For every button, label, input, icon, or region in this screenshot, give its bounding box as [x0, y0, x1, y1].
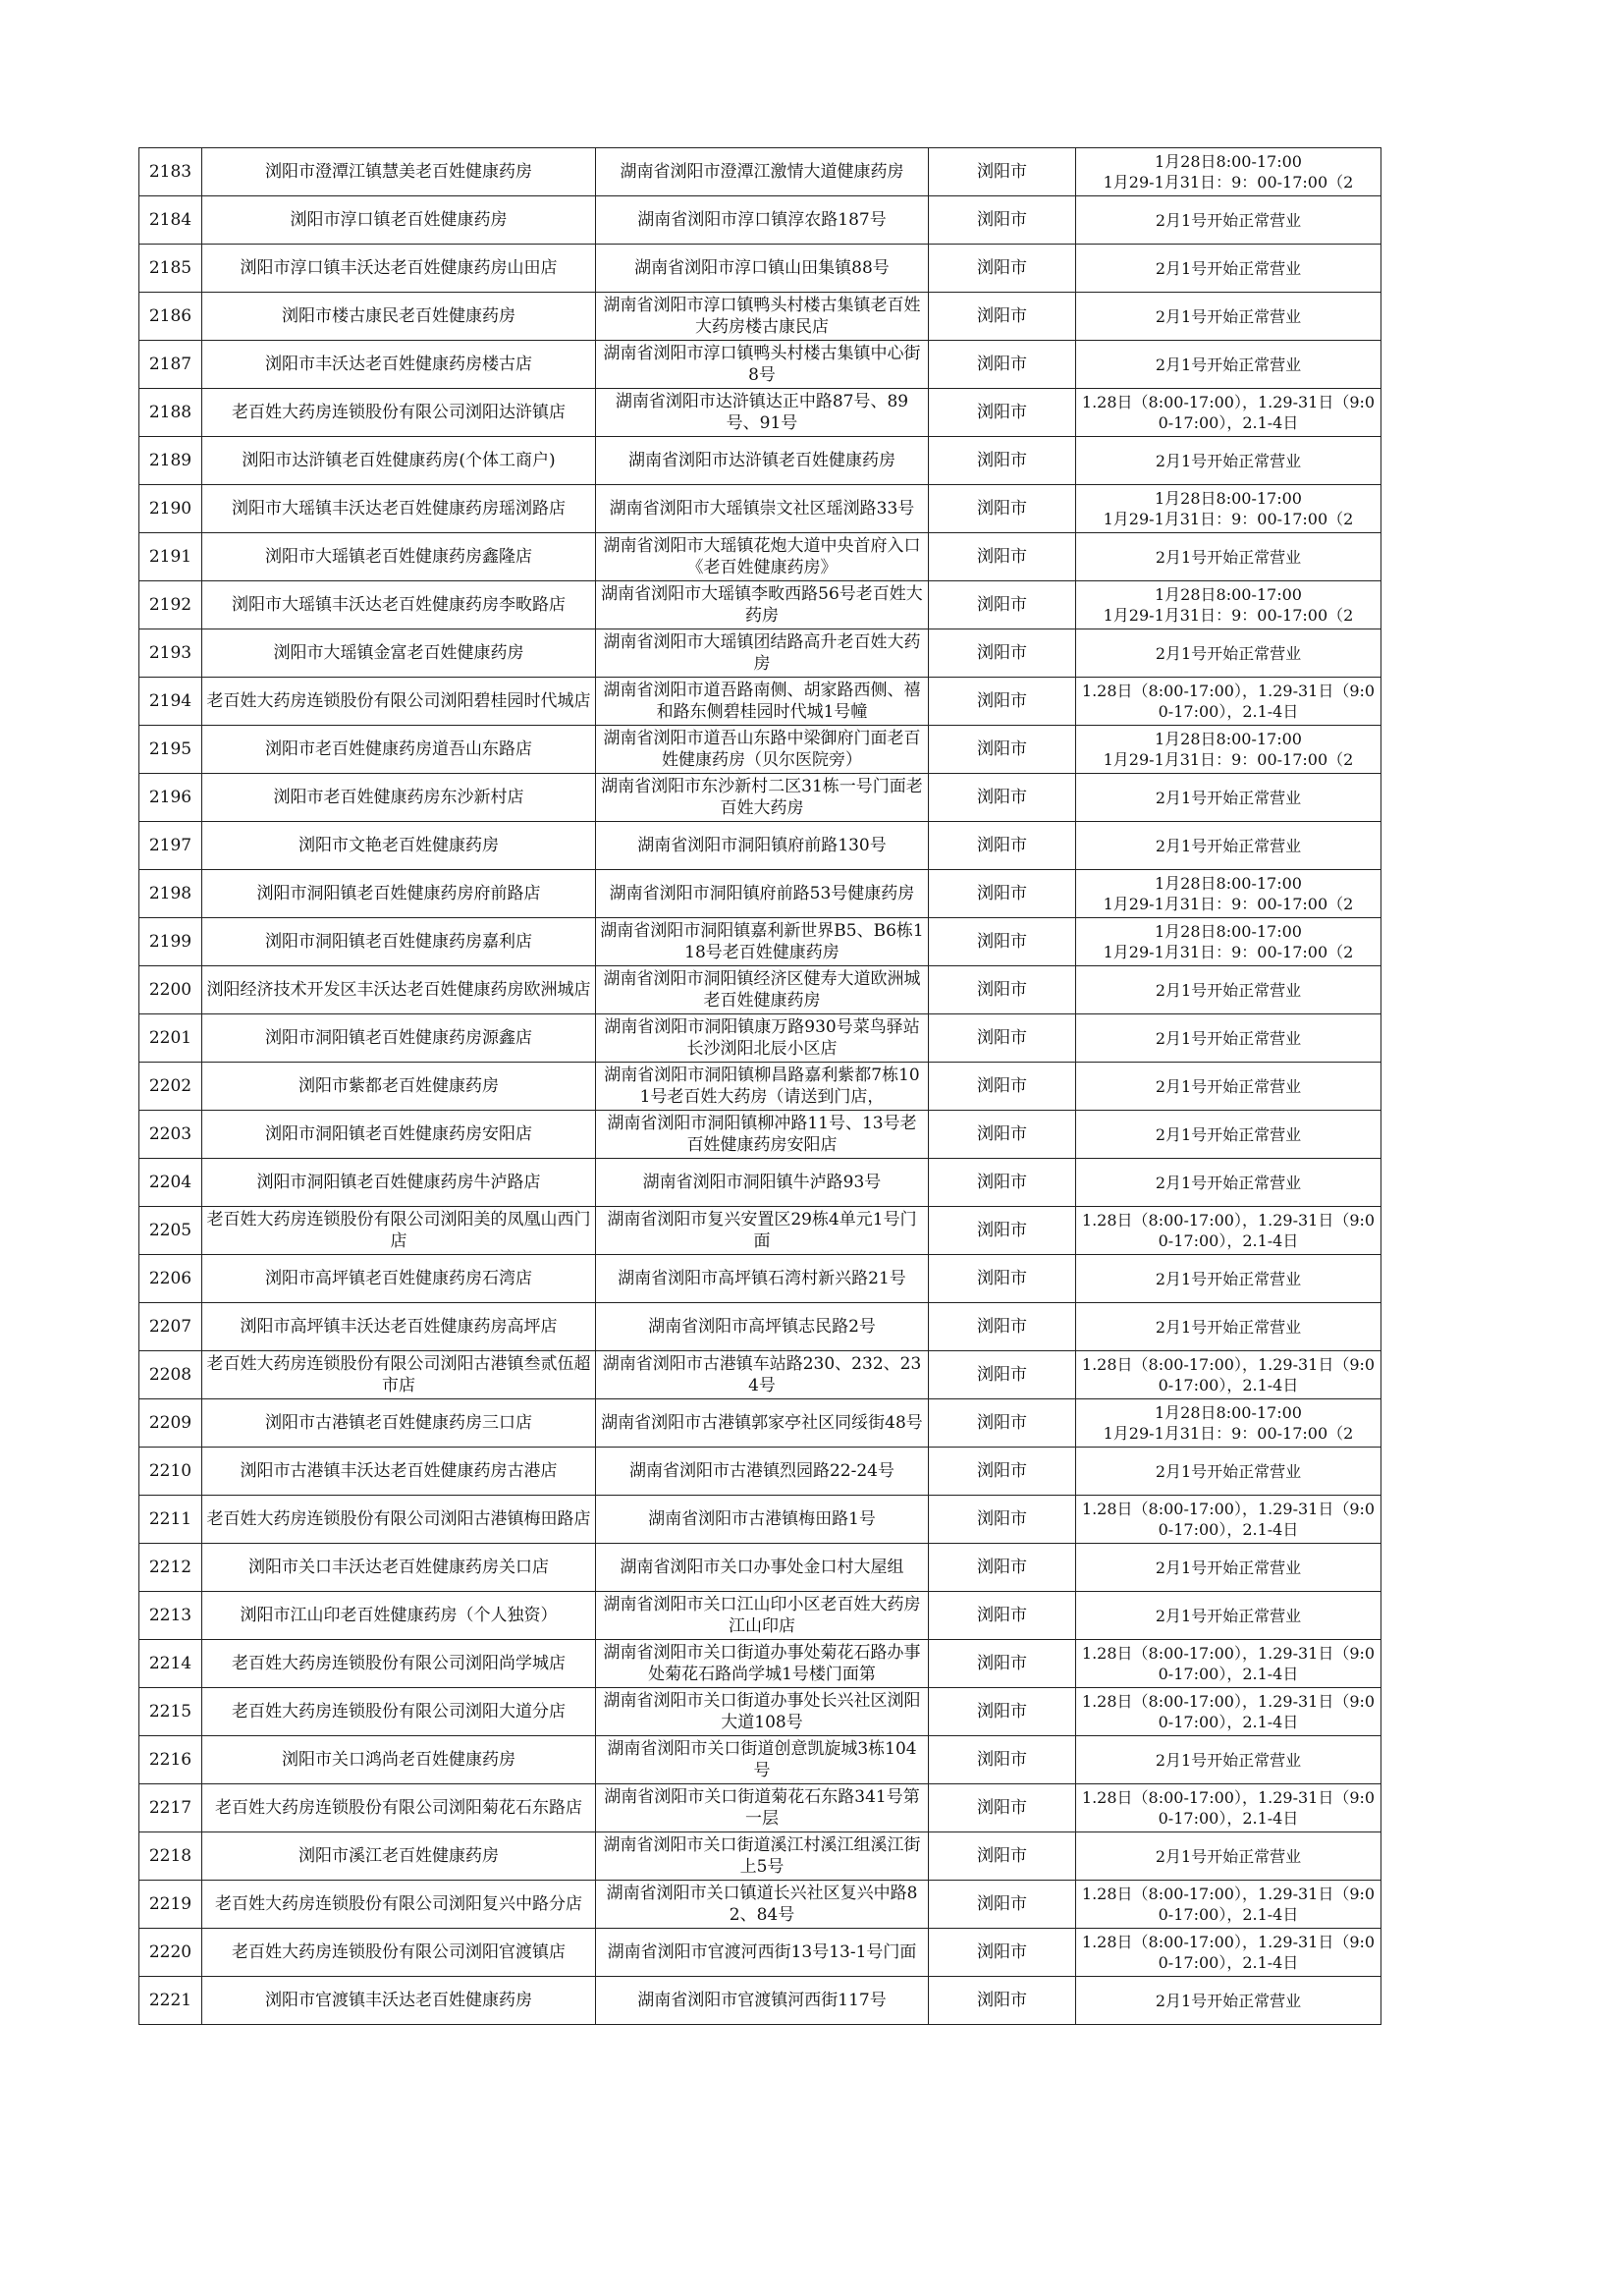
hours-cell: 2月1号开始正常营业: [1076, 774, 1381, 822]
hours-cell: 1月28日8:00-17:00 1月29-1月31日：9：00-17:00（2: [1076, 1399, 1381, 1448]
table-row: [139, 581, 1381, 629]
city-cell: 浏阳市: [929, 1736, 1076, 1784]
store-name-cell: 浏阳市淳口镇老百姓健康药房: [202, 196, 596, 245]
hours-cell: 2月1号开始正常营业: [1076, 437, 1381, 485]
hours-cell: 1月28日8:00-17:00 1月29-1月31日：9：00-17:00（2: [1076, 148, 1381, 196]
store-name-cell: 浏阳市大瑶镇金富老百姓健康药房: [202, 629, 596, 678]
city-cell: 浏阳市: [929, 148, 1076, 196]
row-number-cell: 2218: [139, 1832, 202, 1881]
address-cell: 湖南省浏阳市大瑶镇花炮大道中央首府入口《老百姓健康药房》: [596, 533, 929, 581]
row-number-cell: 2202: [139, 1063, 202, 1111]
address-cell: 湖南省浏阳市道吾山东路中梁御府门面老百姓健康药房（贝尔医院旁）: [596, 726, 929, 774]
address-cell: 湖南省浏阳市古港镇车站路230、232、234号: [596, 1351, 929, 1399]
hours-cell: 1.28日（8:00-17:00），1.29-31日（9:00-17:00），2.1-4日: [1076, 1929, 1381, 1977]
row-number-cell: 2199: [139, 918, 202, 966]
store-name-cell: 老百姓大药房连锁股份有限公司浏阳复兴中路分店: [202, 1881, 596, 1929]
row-number-cell: 2213: [139, 1592, 202, 1640]
hours-cell: 2月1号开始正常营业: [1076, 1063, 1381, 1111]
row-number-cell: 2192: [139, 581, 202, 629]
store-name-cell: 浏阳经济技术开发区丰沃达老百姓健康药房欧洲城店: [202, 966, 596, 1014]
address-cell: 湖南省浏阳市淳口镇山田集镇88号: [596, 245, 929, 293]
address-cell: 湖南省浏阳市洞阳镇府前路130号: [596, 822, 929, 870]
row-number-cell: 2187: [139, 341, 202, 389]
store-name-cell: 浏阳市官渡镇丰沃达老百姓健康药房: [202, 1977, 596, 2025]
hours-cell: 1.28日（8:00-17:00），1.29-31日（9:00-17:00），2.1-4日: [1076, 678, 1381, 726]
city-cell: 浏阳市: [929, 1111, 1076, 1159]
address-cell: 湖南省浏阳市道吾路南侧、胡家路西侧、禧和路东侧碧桂园时代城1号幢: [596, 678, 929, 726]
hours-cell: 2月1号开始正常营业: [1076, 1448, 1381, 1496]
city-cell: 浏阳市: [929, 1544, 1076, 1592]
address-cell: 湖南省浏阳市大瑶镇崇文社区瑶浏路33号: [596, 485, 929, 533]
table-row: [139, 293, 1381, 341]
store-name-cell: 老百姓大药房连锁股份有限公司浏阳达浒镇店: [202, 389, 596, 437]
hours-cell: 2月1号开始正常营业: [1076, 533, 1381, 581]
pharmacy-table: [138, 147, 1381, 2025]
city-cell: 浏阳市: [929, 581, 1076, 629]
row-number-cell: 2194: [139, 678, 202, 726]
hours-cell: 2月1号开始正常营业: [1076, 1592, 1381, 1640]
store-name-cell: 浏阳市楼古康民老百姓健康药房: [202, 293, 596, 341]
address-cell: 湖南省浏阳市大瑶镇团结路高升老百姓大药房: [596, 629, 929, 678]
hours-cell: 1月28日8:00-17:00 1月29-1月31日：9：00-17:00（2: [1076, 870, 1381, 918]
hours-cell: 1月28日8:00-17:00 1月29-1月31日：9：00-17:00（2: [1076, 726, 1381, 774]
city-cell: 浏阳市: [929, 966, 1076, 1014]
row-number-cell: 2217: [139, 1784, 202, 1832]
table-row: [139, 1544, 1381, 1592]
table-row: [139, 966, 1381, 1014]
table-row: [139, 726, 1381, 774]
address-cell: 湖南省浏阳市关口街道溪江村溪江组溪江街上5号: [596, 1832, 929, 1881]
address-cell: 湖南省浏阳市古港镇烈园路22-24号: [596, 1448, 929, 1496]
city-cell: 浏阳市: [929, 1929, 1076, 1977]
row-number-cell: 2197: [139, 822, 202, 870]
hours-cell: 1.28日（8:00-17:00），1.29-31日（9:00-17:00），2.1-4日: [1076, 1688, 1381, 1736]
store-name-cell: 老百姓大药房连锁股份有限公司浏阳官渡镇店: [202, 1929, 596, 1977]
store-name-cell: 浏阳市大瑶镇老百姓健康药房鑫隆店: [202, 533, 596, 581]
store-name-cell: 浏阳市洞阳镇老百姓健康药房安阳店: [202, 1111, 596, 1159]
address-cell: 湖南省浏阳市淳口镇鸭头村楼古集镇中心街8号: [596, 341, 929, 389]
row-number-cell: 2215: [139, 1688, 202, 1736]
store-name-cell: 老百姓大药房连锁股份有限公司浏阳美的凤凰山西门店: [202, 1207, 596, 1255]
table-row: [139, 1832, 1381, 1881]
store-name-cell: 老百姓大药房连锁股份有限公司浏阳菊花石东路店: [202, 1784, 596, 1832]
address-cell: 湖南省浏阳市洞阳镇柳冲路11号、13号老百姓健康药房安阳店: [596, 1111, 929, 1159]
row-number-cell: 2216: [139, 1736, 202, 1784]
table-row: [139, 533, 1381, 581]
city-cell: 浏阳市: [929, 1063, 1076, 1111]
row-number-cell: 2209: [139, 1399, 202, 1448]
city-cell: 浏阳市: [929, 245, 1076, 293]
hours-cell: 2月1号开始正常营业: [1076, 293, 1381, 341]
row-number-cell: 2189: [139, 437, 202, 485]
address-cell: 湖南省浏阳市关口街道办事处长兴社区浏阳大道108号: [596, 1688, 929, 1736]
table-row: [139, 1399, 1381, 1448]
hours-cell: 1月28日8:00-17:00 1月29-1月31日：9：00-17:00（2: [1076, 485, 1381, 533]
hours-cell: 1.28日（8:00-17:00），1.29-31日（9:00-17:00），2.1-4日: [1076, 1496, 1381, 1544]
address-cell: 湖南省浏阳市洞阳镇康万路930号菜鸟驿站长沙浏阳北辰小区店: [596, 1014, 929, 1063]
row-number-cell: 2214: [139, 1640, 202, 1688]
address-cell: 湖南省浏阳市关口镇道长兴社区复兴中路82、84号: [596, 1881, 929, 1929]
table-row: [139, 1111, 1381, 1159]
hours-cell: 2月1号开始正常营业: [1076, 1255, 1381, 1303]
hours-cell: 1月28日8:00-17:00 1月29-1月31日：9：00-17:00（2: [1076, 581, 1381, 629]
row-number-cell: 2210: [139, 1448, 202, 1496]
store-name-cell: 浏阳市大瑶镇丰沃达老百姓健康药房瑶浏路店: [202, 485, 596, 533]
table-row: [139, 1351, 1381, 1399]
table-row: [139, 678, 1381, 726]
row-number-cell: 2220: [139, 1929, 202, 1977]
table-row: [139, 1929, 1381, 1977]
row-number-cell: 2204: [139, 1159, 202, 1207]
store-name-cell: 浏阳市老百姓健康药房道吾山东路店: [202, 726, 596, 774]
store-name-cell: 浏阳市达浒镇老百姓健康药房(个体工商户): [202, 437, 596, 485]
city-cell: 浏阳市: [929, 389, 1076, 437]
city-cell: 浏阳市: [929, 918, 1076, 966]
store-name-cell: 浏阳市古港镇老百姓健康药房三口店: [202, 1399, 596, 1448]
store-name-cell: 老百姓大药房连锁股份有限公司浏阳尚学城店: [202, 1640, 596, 1688]
table-row: [139, 485, 1381, 533]
store-name-cell: 浏阳市老百姓健康药房东沙新村店: [202, 774, 596, 822]
table-row: [139, 1881, 1381, 1929]
row-number-cell: 2221: [139, 1977, 202, 2025]
city-cell: 浏阳市: [929, 1784, 1076, 1832]
city-cell: 浏阳市: [929, 1832, 1076, 1881]
row-number-cell: 2200: [139, 966, 202, 1014]
city-cell: 浏阳市: [929, 1640, 1076, 1688]
hours-cell: 1.28日（8:00-17:00），1.29-31日（9:00-17:00），2.1-4日: [1076, 1207, 1381, 1255]
hours-cell: 2月1号开始正常营业: [1076, 1014, 1381, 1063]
store-name-cell: 老百姓大药房连锁股份有限公司浏阳碧桂园时代城店: [202, 678, 596, 726]
address-cell: 湖南省浏阳市官渡镇河西街117号: [596, 1977, 929, 2025]
city-cell: 浏阳市: [929, 1207, 1076, 1255]
row-number-cell: 2186: [139, 293, 202, 341]
row-number-cell: 2185: [139, 245, 202, 293]
store-name-cell: 浏阳市紫都老百姓健康药房: [202, 1063, 596, 1111]
row-number-cell: 2205: [139, 1207, 202, 1255]
store-name-cell: 浏阳市关口丰沃达老百姓健康药房关口店: [202, 1544, 596, 1592]
address-cell: 湖南省浏阳市官渡河西街13号13-1号门面: [596, 1929, 929, 1977]
row-number-cell: 2188: [139, 389, 202, 437]
store-name-cell: 浏阳市淳口镇丰沃达老百姓健康药房山田店: [202, 245, 596, 293]
hours-cell: 2月1号开始正常营业: [1076, 1977, 1381, 2025]
hours-cell: 1月28日8:00-17:00 1月29-1月31日：9：00-17:00（2: [1076, 918, 1381, 966]
address-cell: 湖南省浏阳市高坪镇石湾村新兴路21号: [596, 1255, 929, 1303]
row-number-cell: 2184: [139, 196, 202, 245]
city-cell: 浏阳市: [929, 1255, 1076, 1303]
table-row: [139, 196, 1381, 245]
hours-cell: 2月1号开始正常营业: [1076, 196, 1381, 245]
city-cell: 浏阳市: [929, 629, 1076, 678]
store-name-cell: 浏阳市丰沃达老百姓健康药房楼古店: [202, 341, 596, 389]
address-cell: 湖南省浏阳市洞阳镇嘉利新世界B5、B6栋118号老百姓健康药房: [596, 918, 929, 966]
hours-cell: 1.28日（8:00-17:00），1.29-31日（9:00-17:00），2.1-4日: [1076, 1784, 1381, 1832]
store-name-cell: 浏阳市大瑶镇丰沃达老百姓健康药房李畋路店: [202, 581, 596, 629]
store-name-cell: 浏阳市澄潭江镇慧美老百姓健康药房: [202, 148, 596, 196]
address-cell: 湖南省浏阳市淳口镇淳农路187号: [596, 196, 929, 245]
table-row: [139, 1014, 1381, 1063]
city-cell: 浏阳市: [929, 1688, 1076, 1736]
address-cell: 湖南省浏阳市大瑶镇李畋西路56号老百姓大药房: [596, 581, 929, 629]
row-number-cell: 2212: [139, 1544, 202, 1592]
city-cell: 浏阳市: [929, 1351, 1076, 1399]
table-row: [139, 1448, 1381, 1496]
hours-cell: 1.28日（8:00-17:00），1.29-31日（9:00-17:00），2.1-4日: [1076, 389, 1381, 437]
store-name-cell: 老百姓大药房连锁股份有限公司浏阳大道分店: [202, 1688, 596, 1736]
address-cell: 湖南省浏阳市关口街道办事处菊花石路办事处菊花石路尚学城1号楼门面第: [596, 1640, 929, 1688]
store-name-cell: 浏阳市洞阳镇老百姓健康药房源鑫店: [202, 1014, 596, 1063]
row-number-cell: 2195: [139, 726, 202, 774]
store-name-cell: 老百姓大药房连锁股份有限公司浏阳古港镇梅田路店: [202, 1496, 596, 1544]
store-name-cell: 浏阳市洞阳镇老百姓健康药房牛泸路店: [202, 1159, 596, 1207]
table-row: [139, 1063, 1381, 1111]
city-cell: 浏阳市: [929, 1303, 1076, 1351]
row-number-cell: 2207: [139, 1303, 202, 1351]
city-cell: 浏阳市: [929, 1496, 1076, 1544]
table-row: [139, 437, 1381, 485]
row-number-cell: 2208: [139, 1351, 202, 1399]
row-number-cell: 2211: [139, 1496, 202, 1544]
city-cell: 浏阳市: [929, 678, 1076, 726]
table-row: [139, 870, 1381, 918]
store-name-cell: 浏阳市文艳老百姓健康药房: [202, 822, 596, 870]
store-name-cell: 老百姓大药房连锁股份有限公司浏阳古港镇叁贰伍超市店: [202, 1351, 596, 1399]
hours-cell: 1.28日（8:00-17:00），1.29-31日（9:00-17:00），2.1-4日: [1076, 1351, 1381, 1399]
hours-cell: 2月1号开始正常营业: [1076, 341, 1381, 389]
store-name-cell: 浏阳市洞阳镇老百姓健康药房府前路店: [202, 870, 596, 918]
row-number-cell: 2193: [139, 629, 202, 678]
row-number-cell: 2219: [139, 1881, 202, 1929]
table-row: [139, 1496, 1381, 1544]
address-cell: 湖南省浏阳市关口街道创意凯旋城3栋104号: [596, 1736, 929, 1784]
address-cell: 湖南省浏阳市关口街道菊花石东路341号第一层: [596, 1784, 929, 1832]
row-number-cell: 2203: [139, 1111, 202, 1159]
hours-cell: 2月1号开始正常营业: [1076, 1111, 1381, 1159]
city-cell: 浏阳市: [929, 1448, 1076, 1496]
table-row: [139, 1255, 1381, 1303]
hours-cell: 2月1号开始正常营业: [1076, 1159, 1381, 1207]
city-cell: 浏阳市: [929, 1159, 1076, 1207]
table-row: [139, 1736, 1381, 1784]
table-row: [139, 918, 1381, 966]
address-cell: 湖南省浏阳市达浒镇达正中路87号、89号、91号: [596, 389, 929, 437]
city-cell: 浏阳市: [929, 341, 1076, 389]
table-row: [139, 1159, 1381, 1207]
hours-cell: 2月1号开始正常营业: [1076, 1303, 1381, 1351]
city-cell: 浏阳市: [929, 533, 1076, 581]
hours-cell: 2月1号开始正常营业: [1076, 822, 1381, 870]
hours-cell: 2月1号开始正常营业: [1076, 1544, 1381, 1592]
city-cell: 浏阳市: [929, 726, 1076, 774]
address-cell: 湖南省浏阳市澄潭江激情大道健康药房: [596, 148, 929, 196]
city-cell: 浏阳市: [929, 293, 1076, 341]
city-cell: 浏阳市: [929, 822, 1076, 870]
store-name-cell: 浏阳市高坪镇老百姓健康药房石湾店: [202, 1255, 596, 1303]
row-number-cell: 2190: [139, 485, 202, 533]
table-row: [139, 629, 1381, 678]
table-body: [139, 148, 1381, 2025]
city-cell: 浏阳市: [929, 774, 1076, 822]
city-cell: 浏阳市: [929, 485, 1076, 533]
address-cell: 湖南省浏阳市复兴安置区29栋4单元1号门面: [596, 1207, 929, 1255]
address-cell: 湖南省浏阳市古港镇郭家亭社区同绥街48号: [596, 1399, 929, 1448]
address-cell: 湖南省浏阳市洞阳镇府前路53号健康药房: [596, 870, 929, 918]
address-cell: 湖南省浏阳市洞阳镇经济区健寿大道欧洲城老百姓健康药房: [596, 966, 929, 1014]
table-row: [139, 1640, 1381, 1688]
store-name-cell: 浏阳市高坪镇丰沃达老百姓健康药房高坪店: [202, 1303, 596, 1351]
city-cell: 浏阳市: [929, 196, 1076, 245]
city-cell: 浏阳市: [929, 1399, 1076, 1448]
address-cell: 湖南省浏阳市达浒镇老百姓健康药房: [596, 437, 929, 485]
table-row: [139, 1592, 1381, 1640]
hours-cell: 1.28日（8:00-17:00），1.29-31日（9:00-17:00），2.1-4日: [1076, 1640, 1381, 1688]
table-row: [139, 1207, 1381, 1255]
city-cell: 浏阳市: [929, 1977, 1076, 2025]
hours-cell: 2月1号开始正常营业: [1076, 629, 1381, 678]
address-cell: 湖南省浏阳市洞阳镇牛泸路93号: [596, 1159, 929, 1207]
row-number-cell: 2201: [139, 1014, 202, 1063]
row-number-cell: 2196: [139, 774, 202, 822]
table-row: [139, 1784, 1381, 1832]
row-number-cell: 2198: [139, 870, 202, 918]
address-cell: 湖南省浏阳市古港镇梅田路1号: [596, 1496, 929, 1544]
city-cell: 浏阳市: [929, 1881, 1076, 1929]
hours-cell: 2月1号开始正常营业: [1076, 245, 1381, 293]
table-row: [139, 822, 1381, 870]
table-row: [139, 389, 1381, 437]
table-row: [139, 148, 1381, 196]
address-cell: 湖南省浏阳市淳口镇鸭头村楼古集镇老百姓大药房楼古康民店: [596, 293, 929, 341]
address-cell: 湖南省浏阳市关口江山印小区老百姓大药房江山印店: [596, 1592, 929, 1640]
store-name-cell: 浏阳市关口鸿尚老百姓健康药房: [202, 1736, 596, 1784]
table-row: [139, 245, 1381, 293]
table-row: [139, 774, 1381, 822]
table-row: [139, 1977, 1381, 2025]
row-number-cell: 2206: [139, 1255, 202, 1303]
row-number-cell: 2183: [139, 148, 202, 196]
store-name-cell: 浏阳市溪江老百姓健康药房: [202, 1832, 596, 1881]
address-cell: 湖南省浏阳市关口办事处金口村大屋组: [596, 1544, 929, 1592]
city-cell: 浏阳市: [929, 1014, 1076, 1063]
address-cell: 湖南省浏阳市东沙新村二区31栋一号门面老百姓大药房: [596, 774, 929, 822]
table-row: [139, 1688, 1381, 1736]
store-name-cell: 浏阳市洞阳镇老百姓健康药房嘉利店: [202, 918, 596, 966]
store-name-cell: 浏阳市江山印老百姓健康药房（个人独资）: [202, 1592, 596, 1640]
hours-cell: 2月1号开始正常营业: [1076, 966, 1381, 1014]
hours-cell: 2月1号开始正常营业: [1076, 1832, 1381, 1881]
city-cell: 浏阳市: [929, 870, 1076, 918]
table-row: [139, 1303, 1381, 1351]
row-number-cell: 2191: [139, 533, 202, 581]
table-row: [139, 341, 1381, 389]
store-name-cell: 浏阳市古港镇丰沃达老百姓健康药房古港店: [202, 1448, 596, 1496]
hours-cell: 2月1号开始正常营业: [1076, 1736, 1381, 1784]
hours-cell: 1.28日（8:00-17:00），1.29-31日（9:00-17:00），2.1-4日: [1076, 1881, 1381, 1929]
city-cell: 浏阳市: [929, 437, 1076, 485]
address-cell: 湖南省浏阳市高坪镇志民路2号: [596, 1303, 929, 1351]
address-cell: 湖南省浏阳市洞阳镇柳昌路嘉利紫都7栋101号老百姓大药房（请送到门店，: [596, 1063, 929, 1111]
city-cell: 浏阳市: [929, 1592, 1076, 1640]
